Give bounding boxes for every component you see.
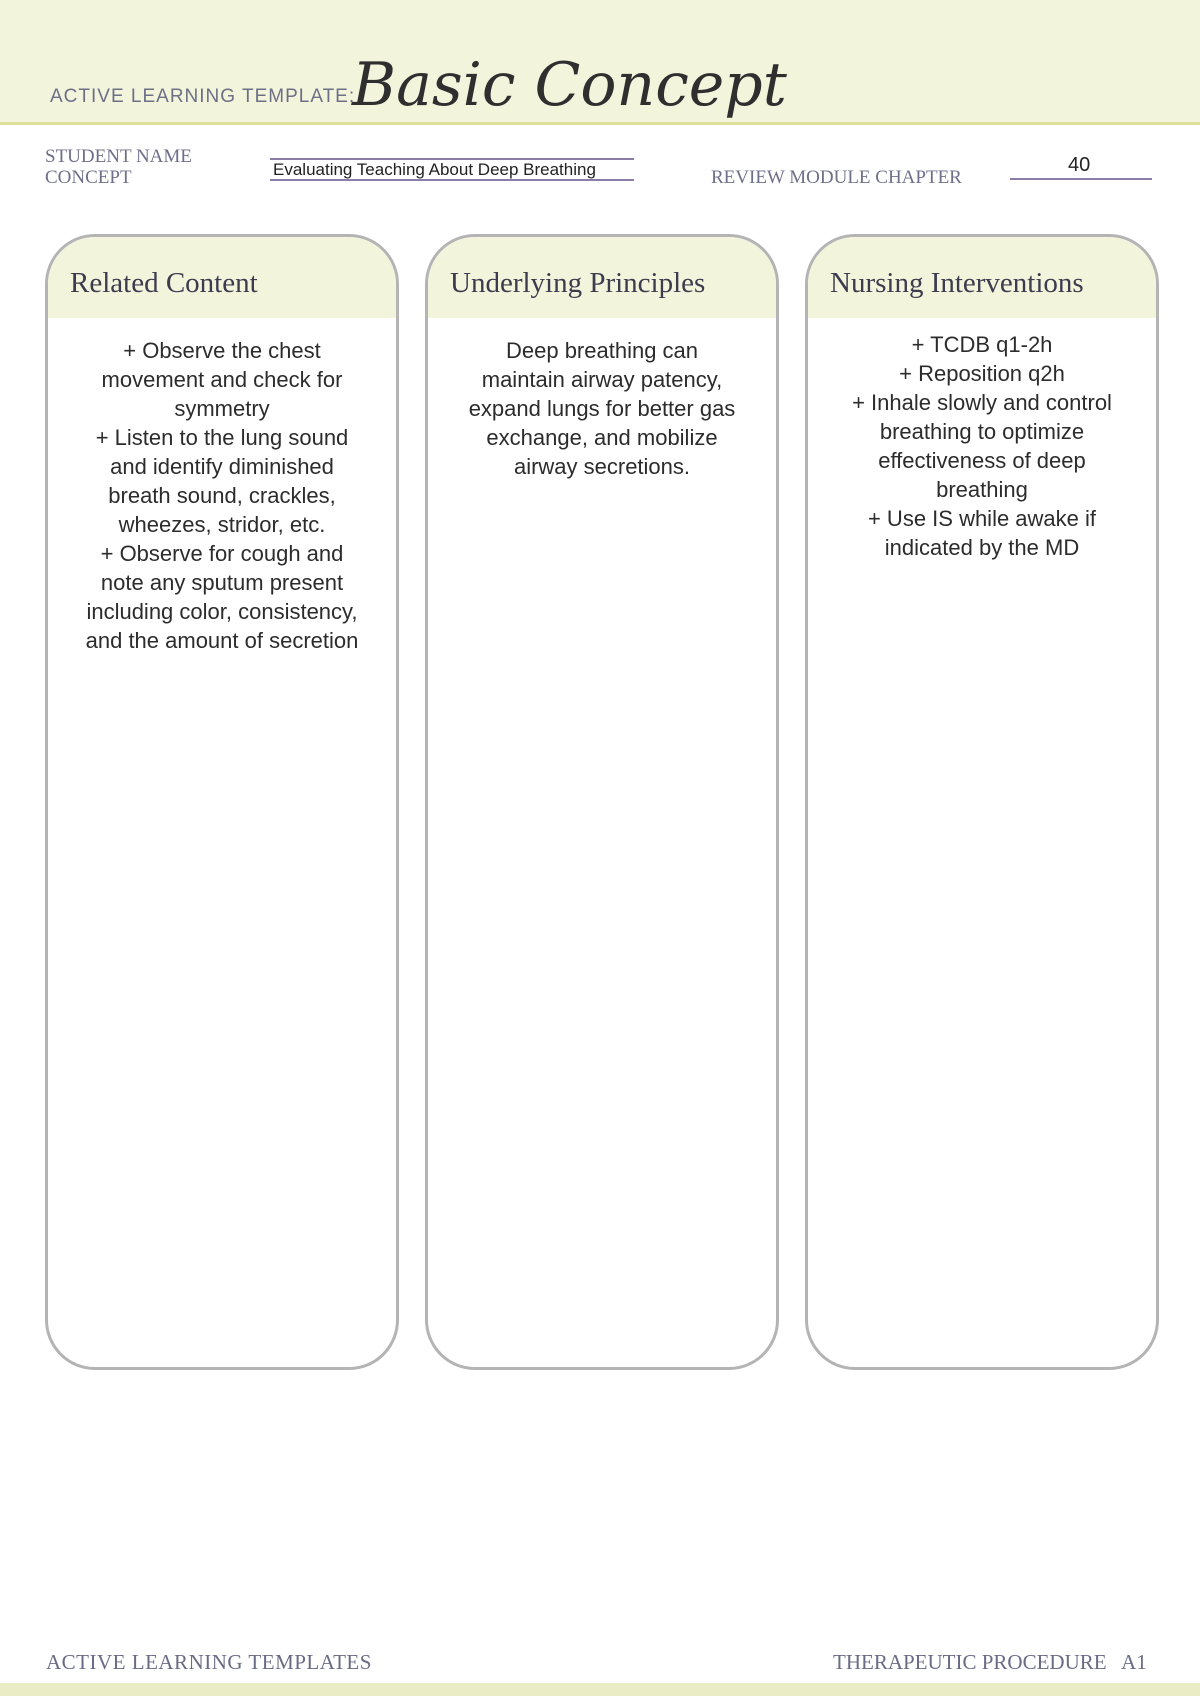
nursing-interventions-card [805, 234, 1159, 1370]
text-line: + Listen to the lung sound [95, 425, 349, 450]
underlying-principles-body[interactable] [428, 318, 776, 481]
related-content-body[interactable] [48, 318, 396, 655]
text-line: including color, consistency, [86, 599, 358, 624]
text-line: expand lungs for better gas [468, 396, 736, 421]
template-title: Basic Concept [352, 50, 787, 120]
text-line: movement and check for [101, 367, 343, 392]
text-line: Deep breathing can [505, 338, 699, 363]
text-line: breathing [936, 477, 1028, 502]
text-line: + Reposition q2h [899, 361, 1065, 386]
text-line: + Inhale slowly and control [852, 390, 1112, 415]
text-line: breath sound, crackles, [108, 483, 336, 508]
concept-value[interactable]: Evaluating Teaching About Deep Breathing [273, 160, 596, 179]
underlying-principles-header [428, 237, 776, 318]
related-content-header [48, 237, 396, 318]
related-content-card [45, 234, 399, 1370]
footer-band [0, 1683, 1200, 1696]
text-line: and identify diminished [110, 454, 334, 479]
related-content-title: Related Content [70, 267, 258, 299]
underlying-principles-card [425, 234, 779, 1370]
text-line: note any sputum present [100, 570, 344, 595]
text-line: symmetry [174, 396, 270, 421]
text-line: + Observe for cough and [100, 541, 344, 566]
text-line: wheezes, stridor, etc. [118, 512, 326, 537]
text-line: maintain airway patency, [481, 367, 723, 392]
nursing-interventions-title: Nursing Interventions [830, 267, 1084, 299]
student-name-label: STUDENT NAME [45, 146, 192, 167]
footer-left: ACTIVE LEARNING TEMPLATES [46, 1650, 372, 1674]
footer-right: THERAPEUTIC PROCEDURE A1 [833, 1650, 1147, 1674]
nursing-interventions-body[interactable] [808, 318, 1156, 562]
text-line: + Use IS while awake if [867, 506, 1097, 531]
text-line: indicated by the MD [884, 535, 1080, 560]
review-module-line [1010, 178, 1152, 180]
concept-line [270, 179, 634, 181]
review-module-label: REVIEW MODULE CHAPTER [711, 167, 962, 188]
concept-label: CONCEPT [45, 167, 132, 188]
text-line: airway secretions. [513, 454, 691, 479]
text-line: and the amount of secretion [85, 628, 359, 653]
text-line: + Observe the chest [123, 338, 321, 363]
nursing-interventions-header [808, 237, 1156, 318]
text-line: + TCDB q1-2h [911, 332, 1053, 357]
text-line: exchange, and mobilize [486, 425, 718, 450]
text-line: breathing to optimize [879, 419, 1085, 444]
review-module-value[interactable]: 40 [1068, 154, 1091, 176]
template-label: ACTIVE LEARNING TEMPLATE: [50, 86, 356, 107]
text-line: effectiveness of deep [878, 448, 1086, 473]
underlying-principles-title: Underlying Principles [450, 267, 706, 299]
